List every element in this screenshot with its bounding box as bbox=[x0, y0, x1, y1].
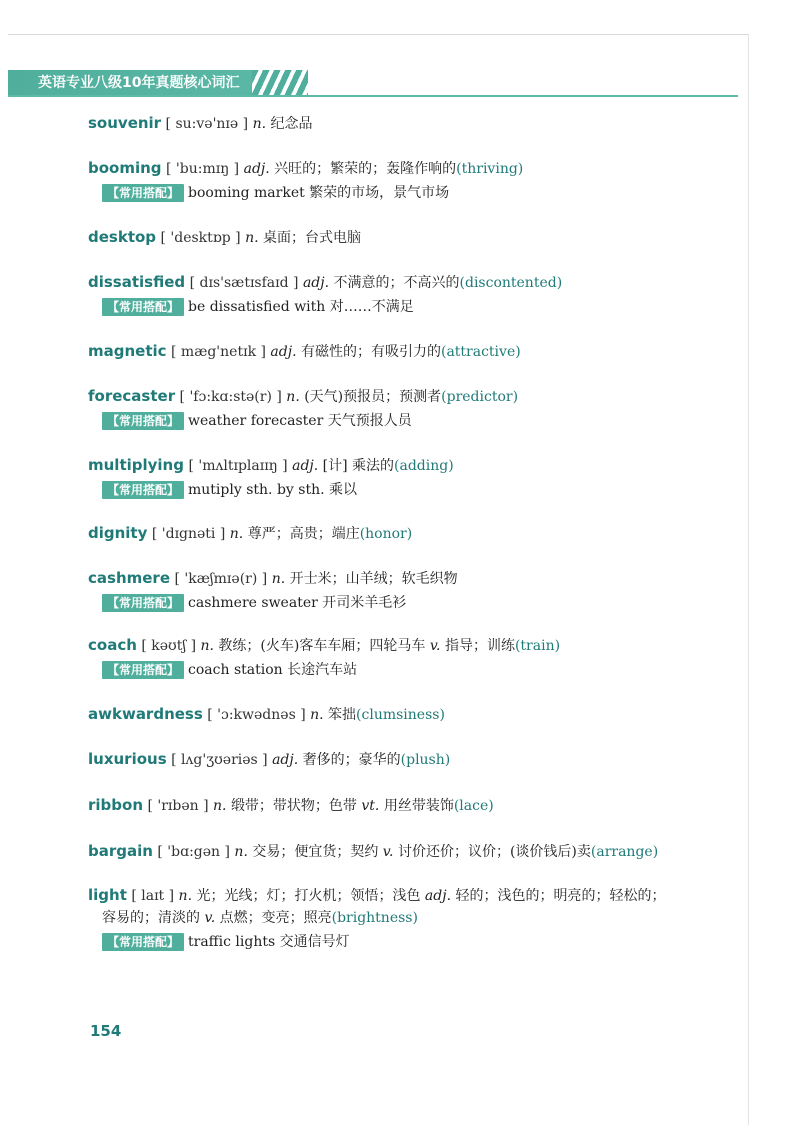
collocation-tag: 【常用搭配】 bbox=[102, 298, 184, 316]
phonetic: [ 'dɪgnəti ] bbox=[151, 526, 226, 542]
part-of-speech: n. bbox=[178, 888, 193, 904]
entry-dissatisfied bbox=[88, 271, 688, 318]
part-of-speech: n. bbox=[252, 116, 267, 132]
collocation-row bbox=[88, 931, 688, 953]
phonetic: [ 'bɑ:gən ] bbox=[157, 844, 230, 860]
entry-awkwardness bbox=[88, 703, 688, 726]
definition: 开士米；山羊绒；软毛织物 bbox=[289, 571, 458, 587]
headword: coach bbox=[88, 636, 137, 654]
part-of-speech: n. bbox=[310, 707, 324, 723]
definition: 尊严；高贵；端庄 bbox=[247, 526, 360, 542]
synonym: (lace) bbox=[453, 798, 494, 814]
collocation-tag: 【常用搭配】 bbox=[102, 933, 184, 951]
definition: (天气)预报员；预测者 bbox=[304, 389, 442, 405]
synonym: (clumsiness) bbox=[356, 707, 445, 723]
definition: [计] 乘法的 bbox=[322, 458, 395, 474]
part-of-speech: n. bbox=[213, 798, 227, 814]
part-of-speech: n. bbox=[286, 389, 300, 405]
definition: 桌面；台式电脑 bbox=[263, 230, 361, 246]
part-of-speech-2: v. bbox=[429, 638, 441, 654]
phonetic: [ laɪt ] bbox=[131, 888, 175, 904]
part-of-speech-2: vt. bbox=[361, 798, 380, 814]
headword: desktop bbox=[88, 228, 157, 246]
collocation-tag: 【常用搭配】 bbox=[102, 481, 184, 499]
phonetic: [ 'bu:mɪŋ ] bbox=[166, 161, 240, 177]
collocation: be dissatisfied with 对……不满足 bbox=[188, 299, 414, 315]
definition-2: 轻的；浅色的；明亮的；轻松的； bbox=[455, 888, 666, 904]
collocation-row bbox=[88, 410, 688, 432]
entry-booming bbox=[88, 157, 688, 204]
collocation-row bbox=[88, 592, 688, 614]
entry-cashmere bbox=[88, 567, 688, 614]
definition: 交易；便宜货；契约 bbox=[252, 844, 379, 860]
definition-2: 指导；训练 bbox=[444, 638, 515, 654]
definition-3: 容易的；清淡的 bbox=[102, 910, 200, 926]
definition: 不满意的；不高兴的 bbox=[333, 275, 460, 291]
phonetic: [ kəʊtʃ ] bbox=[141, 638, 197, 654]
entry-desktop bbox=[88, 226, 688, 249]
synonym: (adding) bbox=[394, 458, 454, 474]
entry-light bbox=[88, 884, 688, 953]
part-of-speech: adj. bbox=[302, 275, 330, 291]
entry-bargain bbox=[88, 840, 688, 863]
entry-forecaster bbox=[88, 385, 688, 432]
headword: forecaster bbox=[88, 387, 176, 405]
definition: 有磁性的；有吸引力的 bbox=[300, 344, 441, 360]
synonym: (honor) bbox=[359, 526, 413, 542]
entry-ribbon bbox=[88, 794, 688, 817]
part-of-speech: adj. bbox=[292, 458, 319, 474]
definition: 笨拙 bbox=[328, 707, 357, 723]
synonym: (attractive) bbox=[440, 344, 521, 360]
part-of-speech: n. bbox=[200, 638, 214, 654]
headword: ribbon bbox=[88, 796, 143, 814]
definition: 缎带；带状物；色带 bbox=[230, 798, 357, 814]
entry-magnetic bbox=[88, 340, 688, 363]
definition: 纪念品 bbox=[270, 116, 313, 132]
definition: 教练；(火车)客车车厢；四轮马车 bbox=[218, 638, 426, 654]
phonetic: [ 'rɪbən ] bbox=[147, 798, 209, 814]
synonym: (predictor) bbox=[441, 389, 519, 405]
part-of-speech-2: adj. bbox=[424, 888, 452, 904]
phonetic: [ 'mʌltɪplaɪɪŋ ] bbox=[188, 458, 288, 474]
part-of-speech: n. bbox=[245, 230, 259, 246]
entry-multiplying bbox=[88, 454, 688, 501]
synonym: (train) bbox=[514, 638, 561, 654]
definition-4: 点燃；变亮；照亮 bbox=[219, 910, 332, 926]
definition-continuation bbox=[88, 907, 688, 929]
definition: 光；光线；灯；打火机；领悟；浅色 bbox=[196, 888, 421, 904]
headword: cashmere bbox=[88, 569, 170, 587]
part-of-speech: adj. bbox=[270, 344, 297, 360]
header-rule bbox=[8, 95, 738, 97]
running-header-title: 英语专业八级10年真题核心词汇 bbox=[38, 75, 240, 91]
headword: multiplying bbox=[88, 456, 184, 474]
collocation: mutiply sth. by sth. 乘以 bbox=[188, 482, 357, 498]
part-of-speech: adj. bbox=[272, 752, 299, 768]
part-of-speech-2: v. bbox=[382, 844, 394, 860]
synonym: (thriving) bbox=[456, 161, 524, 177]
entry-luxurious bbox=[88, 748, 688, 771]
collocation-tag: 【常用搭配】 bbox=[102, 184, 184, 202]
headword: dissatisfied bbox=[88, 273, 186, 291]
phonetic: [ su:və'nɪə ] bbox=[165, 116, 249, 132]
part-of-speech: n. bbox=[229, 526, 244, 542]
part-of-speech: n. bbox=[234, 844, 248, 860]
entry-coach bbox=[88, 634, 688, 681]
collocation-tag: 【常用搭配】 bbox=[102, 661, 184, 679]
synonym: (arrange) bbox=[590, 844, 659, 860]
collocation-row bbox=[88, 182, 688, 204]
headword: souvenir bbox=[88, 114, 162, 132]
headword: booming bbox=[88, 159, 162, 177]
page-number: 154 bbox=[90, 1022, 122, 1040]
part-of-speech-3: v. bbox=[204, 910, 216, 926]
collocation-row bbox=[88, 659, 688, 681]
definition-2: 用丝带装饰 bbox=[383, 798, 454, 814]
phonetic: [ dɪs'sætɪsfaɪd ] bbox=[189, 275, 299, 291]
entry-souvenir bbox=[88, 112, 688, 135]
part-of-speech: n. bbox=[271, 571, 286, 587]
entry-dignity bbox=[88, 522, 688, 545]
headword: dignity bbox=[88, 524, 148, 542]
collocation: traffic lights 交通信号灯 bbox=[188, 934, 350, 950]
collocation-tag: 【常用搭配】 bbox=[102, 412, 184, 430]
phonetic: [ 'desktɒp ] bbox=[160, 230, 241, 246]
headword: bargain bbox=[88, 842, 153, 860]
phonetic: [ lʌg'ʒʊəriəs ] bbox=[171, 752, 268, 768]
collocation: coach station 长途汽车站 bbox=[188, 662, 358, 678]
synonym: (brightness) bbox=[331, 910, 418, 926]
headword: magnetic bbox=[88, 342, 167, 360]
phonetic: [ mæg'netɪk ] bbox=[171, 344, 266, 360]
collocation-row bbox=[88, 479, 688, 501]
definition: 兴旺的；繁荣的；轰隆作响的 bbox=[274, 161, 457, 177]
collocation: booming market 繁荣的市场，景气市场 bbox=[188, 185, 450, 201]
phonetic: [ 'fɔ:kɑ:stə(r) ] bbox=[179, 389, 282, 405]
headword: luxurious bbox=[88, 750, 167, 768]
synonym: (discontented) bbox=[459, 275, 563, 291]
collocation-row bbox=[88, 296, 688, 318]
phonetic: [ 'ɔ:kwədnəs ] bbox=[207, 707, 306, 723]
header-stripe-decoration bbox=[252, 70, 308, 96]
part-of-speech: adj. bbox=[243, 161, 270, 177]
definition: 奢侈的；豪华的 bbox=[302, 752, 401, 768]
synonym: (plush) bbox=[400, 752, 451, 768]
headword: awkwardness bbox=[88, 705, 203, 723]
collocation: weather forecaster 天气预报人员 bbox=[188, 413, 412, 429]
definition-2: 讨价还价；议价；(谈价钱后)卖 bbox=[397, 844, 591, 860]
collocation: cashmere sweater 开司米羊毛衫 bbox=[188, 595, 407, 611]
headword: light bbox=[88, 886, 127, 904]
phonetic: [ 'kæʃmɪə(r) ] bbox=[174, 571, 268, 587]
collocation-tag: 【常用搭配】 bbox=[102, 594, 184, 612]
